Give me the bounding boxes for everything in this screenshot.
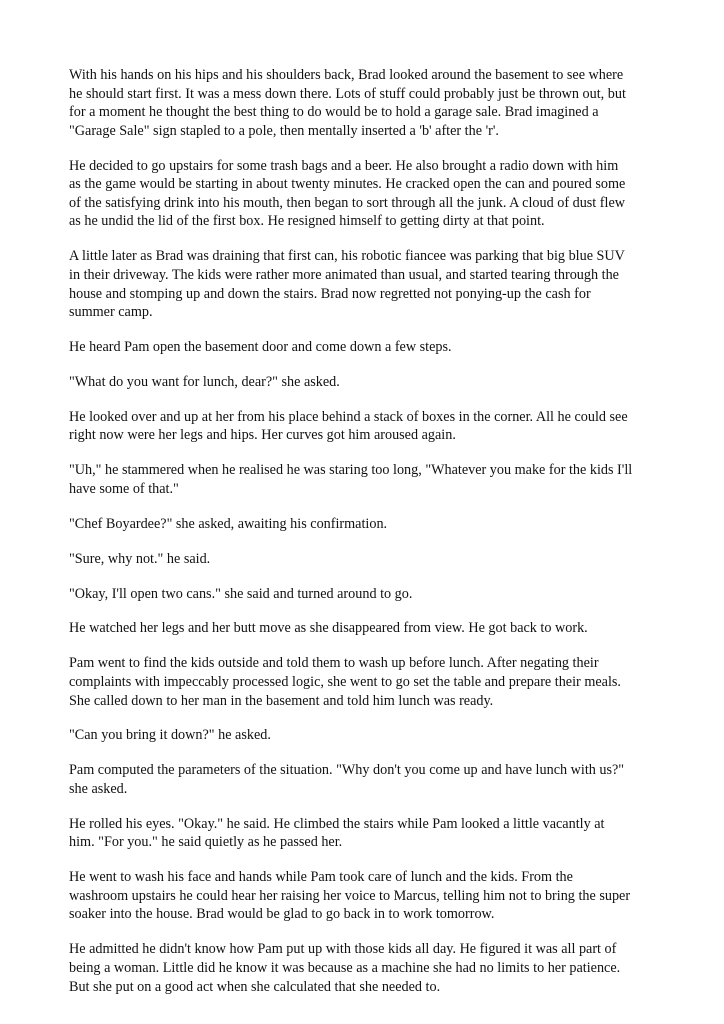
paragraph xyxy=(69,338,669,357)
text-line: "Okay, I'll open two cans." she said and turned around to go. xyxy=(69,585,413,602)
text-line: summer camp. xyxy=(69,304,153,321)
paragraph xyxy=(69,515,669,534)
text-line: complaints with impeccably processed logic, she went to go set the table and prepare their meals. xyxy=(69,673,621,690)
paragraph xyxy=(69,726,669,745)
text-line: But she put on a good act when she calculated that she needed to. xyxy=(69,978,441,995)
text-line: He watched her legs and her butt move as she disappeared from view. He got back to work. xyxy=(69,620,588,637)
paragraph xyxy=(69,550,669,569)
text-line: for a moment he thought the best thing to do would be to hold a garage sale. Brad imagined a xyxy=(69,104,599,121)
text-line: He rolled his eyes. "Okay." he said. He climbed the stairs while Pam looked a little vacantly at xyxy=(69,815,605,832)
paragraph xyxy=(69,619,669,638)
text-line: "Chef Boyardee?" she asked, awaiting his confirmation. xyxy=(69,515,388,532)
text-line: house and stomping up and down the stairs. Brad now regretted not ponying-up the cash for xyxy=(69,285,591,302)
text-line: have some of that." xyxy=(69,480,179,497)
text-line: "Sure, why not." he said. xyxy=(69,550,211,567)
paragraph xyxy=(69,654,669,710)
text-line: Pam computed the parameters of the situation. "Why don't you come up and have lunch with us?" xyxy=(69,762,625,779)
paragraph xyxy=(69,585,669,604)
text-line: With his hands on his hips and his shoulders back, Brad looked around the basement to see where xyxy=(69,67,624,83)
paragraph xyxy=(69,408,669,445)
text-line: right now were her legs and hips. Her curves got him aroused again. xyxy=(69,427,456,444)
text-line: in their driveway. The kids were rather more animated than usual, and started tearing through the xyxy=(69,266,619,283)
paragraph xyxy=(69,66,669,140)
text-line: soaker into the house. Brad would be glad to go back in to work tomorrow. xyxy=(69,906,495,923)
text-line: as the game would be starting in about twenty minutes. He cracked open the can and poured some xyxy=(69,176,626,193)
text-line: "Can you bring it down?" he asked. xyxy=(69,727,271,744)
text-line: being a woman. Little did he know it was because as a machine she had no limits to her patience. xyxy=(69,959,621,976)
paragraph xyxy=(69,373,669,392)
text-line: He admitted he didn't know how Pam put up with those kids all day. He figured it was all part of xyxy=(69,941,617,958)
document-page xyxy=(69,66,669,1012)
paragraph xyxy=(69,761,669,798)
text-line: He heard Pam open the basement door and come down a few steps. xyxy=(69,339,452,356)
text-line: as he undid the lid of the first box. He resigned himself to getting dirty at that point. xyxy=(69,213,545,230)
text-line: "Uh," he stammered when he realised he was staring too long, "Whatever you make for the kids I'll xyxy=(69,462,633,479)
text-line: A little later as Brad was draining that first can, his robotic fiancee was parking that big blue SUV xyxy=(69,248,625,265)
document-body xyxy=(69,66,669,996)
text-line: of the satisfying drink into his mouth, then began to sort through all the junk. A cloud of dust flew xyxy=(69,194,626,211)
text-line: Pam went to find the kids outside and told them to wash up before lunch. After negating their xyxy=(69,655,599,672)
paragraph xyxy=(69,247,669,321)
text-line: He went to wash his face and hands while Pam took care of lunch and the kids. From the xyxy=(69,869,573,886)
text-line: washroom upstairs he could hear her raising her voice to Marcus, telling him not to bring the super xyxy=(69,887,631,904)
text-line: she asked. xyxy=(69,780,128,797)
text-line: "Garage Sale" sign stapled to a pole, then mentally inserted a 'b' after the 'r'. xyxy=(69,122,499,139)
paragraph xyxy=(69,940,669,996)
text-line: He decided to go upstairs for some trash bags and a beer. He also brought a radio down with him xyxy=(69,157,619,174)
paragraph xyxy=(69,157,669,231)
text-line: he should start first. It was a mess down there. Lots of stuff could probably just be thrown out, but xyxy=(69,85,626,102)
text-line: She called down to her man in the basement and told him lunch was ready. xyxy=(69,692,494,709)
paragraph xyxy=(69,815,669,852)
paragraph xyxy=(69,868,669,924)
text-line: He looked over and up at her from his place behind a stack of boxes in the corner. All he could see xyxy=(69,408,628,425)
text-line: him. "For you." he said quietly as he passed her. xyxy=(69,834,343,851)
paragraph xyxy=(69,461,669,498)
text-line: "What do you want for lunch, dear?" she asked. xyxy=(69,373,340,390)
